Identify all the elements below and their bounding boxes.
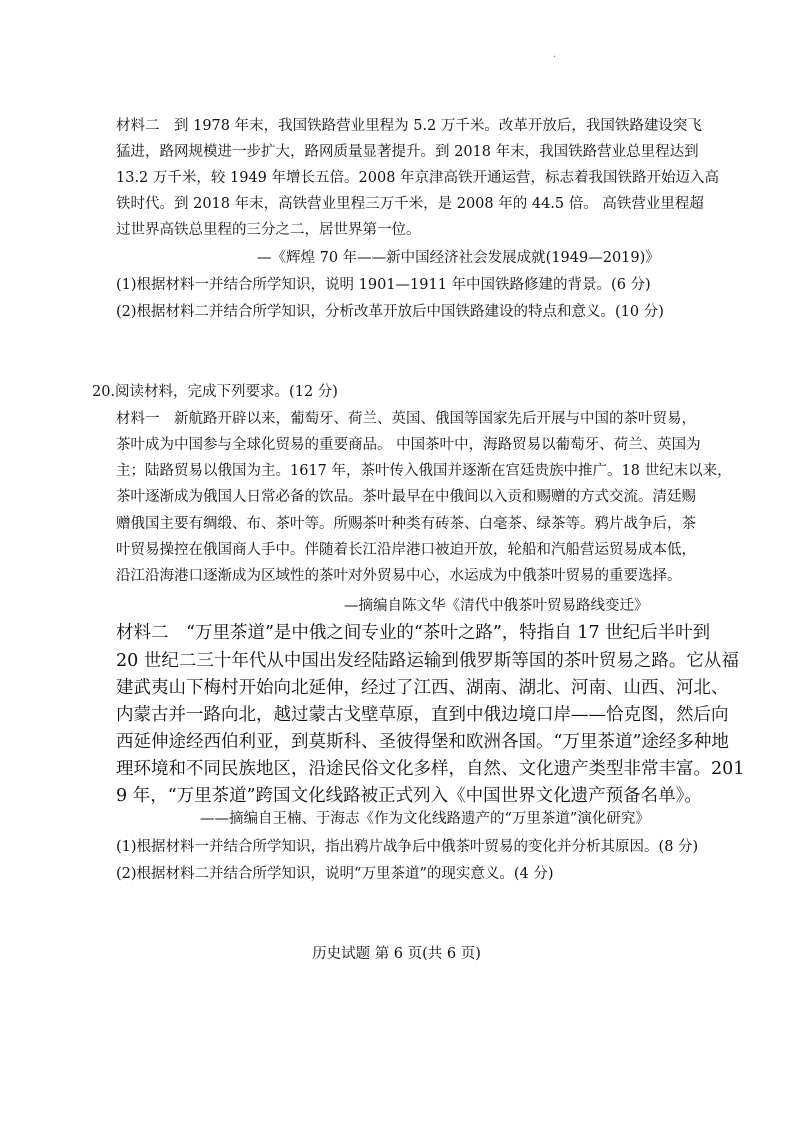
q19-material2-line-5: 过世界高铁总里程的三分之二，居世界第一位。 (116, 222, 421, 238)
q20-question-2: (2)根据材料二并结合所学知识，说明“万里茶道”的现实意义。(4 分) (116, 866, 554, 882)
q20-material2-line-1: 材料二 “万里茶道”是中俄之间专业的“茶叶之路”，特指自 17 世纪后半叶到 (116, 623, 711, 643)
q20-material1-line-5: 赠俄国主要有绸缎、布、茶叶等。所赐茶叶种类有砖茶、白毫茶、绿茶等。鸦片战争后，茶 (116, 516, 696, 532)
q20-material1-line-1: 材料一 新航路开辟以来，葡萄牙、荷兰、英国、俄国等国家先后开展与中国的茶叶贸易， (116, 411, 696, 427)
q20-question-1: (1)根据材料一并结合所学知识，指出鸦片战争后中俄茶叶贸易的变化并分析其原因。(8 分) (116, 839, 699, 855)
q20-material1-line-3: 主；陆路贸易以俄国为主。1617 年，茶叶传入俄国并逐渐在宫廷贵族中推广。18 世纪末以来， (116, 463, 732, 479)
q20-material2-line-6: 理环境和不同民族地区，沿途民俗文化多样，自然、文化遗产类型非常丰富。201 (116, 759, 745, 779)
q19-question-1: (1)根据材料一并结合所学知识，说明 1901—1911 年中国铁路修建的背景。(6 分) (116, 277, 651, 293)
page-footer: 历史试题 第 6 页(共 6 页) (312, 946, 481, 962)
q20-material1-source: —摘编自陈文华《清代中俄茶叶贸易路线变迁》 (344, 598, 649, 614)
top-mark: · (553, 52, 557, 63)
q20-material1-line-2: 茶叶成为中国参与全球化贸易的重要商品。 中国茶叶中，海路贸易以葡萄牙、荷兰、英国为 (116, 437, 701, 453)
q19-question-2: (2)根据材料二并结合所学知识，分析改革开放后中国铁路建设的特点和意义。(10 分) (116, 304, 664, 320)
q19-material2-line-2: 猛进，路网规模进一步扩大，路网质量显著提升。到 2018 年末，我国铁路营业总里程达到 (116, 144, 699, 160)
q19-material2-line-1: 材料二 到 1978 年末，我国铁路营业里程为 5.2 万千米。改革开放后，我国铁路建设突飞 (116, 118, 702, 134)
q20-heading: 20.阅读材料，完成下列要求。(12 分) (92, 384, 338, 400)
q20-material1-line-6: 叶贸易操控在俄国商人手中。伴随着长江沿岸港口被迫开放，轮船和汽船营运贸易成本低， (116, 542, 696, 558)
q19-material2-source: —《辉煌 70 年——新中国经济社会发展成就(1949—2019)》 (257, 250, 660, 266)
q20-material1-line-4: 茶叶逐渐成为俄国人日常必备的饮品。茶叶最早在中俄间以入贡和赐赠的方式交流。清廷赐 (116, 489, 696, 505)
q20-material2-line-3: 建武夷山下梅村开始向北延伸，经过了江西、湖南、湖北、河南、山西、河北、 (116, 678, 729, 698)
q20-material2-line-2: 20 世纪二三十年代从中国出发经陆路运输到俄罗斯等国的茶叶贸易之路。它从福 (116, 651, 739, 671)
q20-material2-source: ——摘编自王楠、于海志《作为文化线路遗产的“万里茶道”演化研究》 (200, 811, 650, 827)
q20-material1-line-7: 沿江沿海港口逐渐成为区域性的茶叶对外贸易中心，水运成为中俄茶叶贸易的重要选择。 (116, 568, 682, 584)
q19-material2-line-3: 13.2 万千米，较 1949 年增长五倍。2008 年京津高铁开通运营，标志着我国铁路开始迈入高 (116, 170, 720, 186)
q19-material2-line-4: 铁时代。到 2018 年末，高铁营业里程三万千米，是 2008 年的 44.5 倍。 高铁营业里程超 (116, 196, 704, 212)
q20-material2-line-5: 西延伸途经西伯利亚，到莫斯科、圣彼得堡和欧洲各国。“万里茶道”途经多种地 (116, 732, 729, 752)
q20-material2-line-4: 内蒙古并一路向北，越过蒙古戈壁草原，直到中俄边境口岸——恰克图，然后向 (116, 705, 729, 725)
q20-material2-line-7: 9 年，“万里茶道”跨国文化线路被正式列入《中国世界文化遗产预备名单》。 (116, 786, 702, 806)
